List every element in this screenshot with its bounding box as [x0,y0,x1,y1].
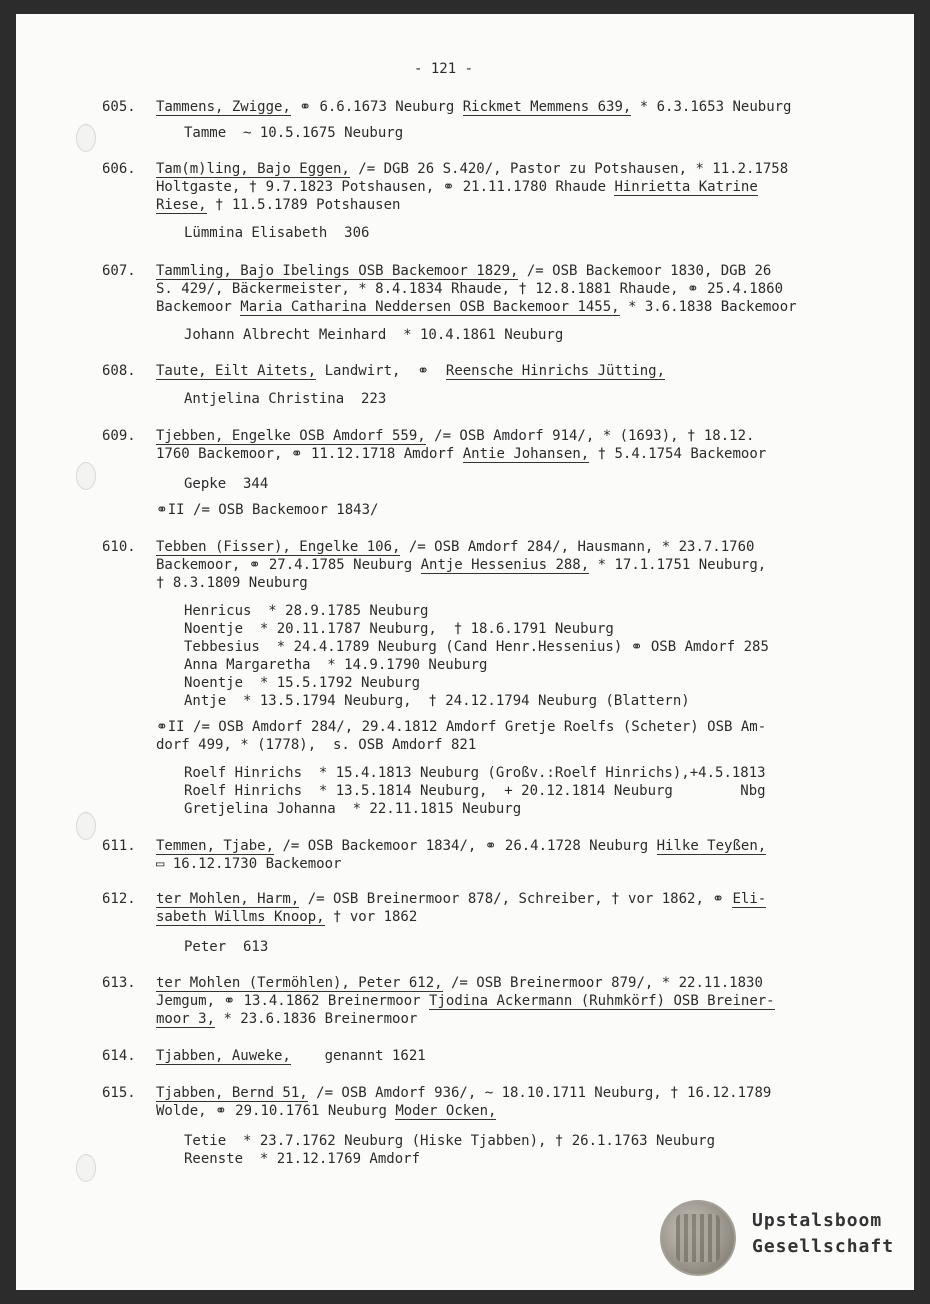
underlined-name: Tjebben, Engelke OSB Amdorf 559, [156,428,426,444]
underlined-name: Tjabben, Auweke, [156,1048,291,1064]
entry-text: /= OSB Breinermoor 878/, Schreiber, † vor 1862, ⚭ [299,891,733,907]
underlined-name: Tam(m)ling, Bajo Eggen, [156,161,350,177]
underlined-name: Tammling, Bajo Ibelings OSB Backemoor 1829, [156,263,519,279]
entry-line [156,1010,417,1028]
entry-line [156,427,754,445]
second-marriage-line: ⚭II /= OSB Amdorf 284/, 29.4.1812 Amdorf Gretje Roelfs (Scheter) OSB Am- [156,719,767,735]
entry-text: Backemoor, ⚭ 27.4.1785 Neuburg [156,557,421,573]
entry-text: /= OSB Backemoor 1834/, ⚭ 26.4.1728 Neuburg [274,838,657,854]
entry-line [156,196,400,214]
entry-text: Backemoor [156,299,241,315]
child-line: Lümmina Elisabeth 306 [184,225,370,241]
child-line: Tetie * 23.7.1762 Neuburg (Hiske Tjabben), † 26.1.1763 Neuburg [184,1133,716,1149]
entry-number: 610. [102,539,136,555]
entry-text: † vor 1862 [324,909,418,925]
entry-text: † 11.5.1789 Potshausen [206,197,401,213]
underlined-name: Rickmet Memmens 639, [462,99,632,115]
child-line: Reenste * 21.12.1769 Amdorf [184,1151,421,1167]
entry-text: Jemgum, ⚭ 13.4.1862 Breinermoor [156,993,430,1009]
entry-line [156,1084,771,1102]
entry-number: 608. [102,363,136,379]
child-line: Antjelina Christina 223 [184,391,387,407]
entry-text: † 8.3.1809 Neuburg [156,575,308,591]
entry-text: * 3.6.1838 Backemoor [619,299,797,315]
child-line: Gepke 344 [184,476,269,492]
underlined-name: Riese, [156,197,207,213]
entry-line [156,1047,426,1065]
punch-hole [76,462,96,490]
entry-number: 612. [102,891,136,907]
entry-number: 613. [102,975,136,991]
underlined-name: Temmen, Tjabe, [156,838,275,854]
entry-number: 609. [102,428,136,444]
underlined-name: Tjabben, Bernd 51, [156,1085,308,1101]
entry-line [156,855,341,873]
underlined-name: ter Mohlen (Termöhlen), Peter 612, [156,975,443,991]
punch-hole [76,1154,96,1182]
entry-number: 606. [102,161,136,177]
second-marriage-line: dorf 499, * (1778), s. OSB Amdorf 821 [156,737,477,753]
entry-line [156,98,791,116]
entry-line [156,538,754,556]
entry-number: 611. [102,838,136,854]
underlined-name: Antje Hessenius 288, [420,557,590,573]
entry-text: /= OSB Breinermoor 879/, * 22.11.1830 [442,975,763,991]
entry-text: /= OSB Amdorf 284/, Hausmann, * 23.7.1760 [400,539,755,555]
entry-text: * 17.1.1751 Neuburg, [589,557,767,573]
underlined-name: moor 3, [156,1011,216,1027]
entry-text: * 6.3.1653 Neuburg [631,99,792,115]
entry-text: /= DGB 26 S.420/, Pastor zu Potshausen, * 11.2.1758 [349,161,789,177]
underlined-name: Maria Catharina Neddersen OSB Backemoor 1455, [240,299,620,315]
child-line: Anna Margaretha * 14.9.1790 Neuburg [184,657,488,673]
entry-line [156,262,771,280]
entry-text: ▭ 16.12.1730 Backemoor [156,856,342,872]
punch-hole [76,124,96,152]
entry-line [156,280,783,298]
underlined-name: Hilke Teyßen, [656,838,767,854]
entry-line [156,992,775,1010]
child-line: Noentje * 15.5.1792 Neuburg [184,675,421,691]
underlined-name: Tjodina Ackermann (Ruhmkörf) OSB Breiner- [429,993,775,1009]
child-line: Peter 613 [184,939,269,955]
logo-line-1: Upstalsboom [752,1210,883,1231]
entry-line [156,362,665,380]
entry-text: ⚭ 6.6.1673 Neuburg [290,99,463,115]
logo-line-2: Gesellschaft [752,1236,895,1257]
entry-line [156,574,308,592]
child-line: Antje * 13.5.1794 Neuburg, † 24.12.1794 Neuburg (Blattern) [184,693,690,709]
entry-text: genannt 1621 [290,1048,426,1064]
document-page [16,14,914,1290]
entry-line [156,1102,496,1120]
underlined-name: Eli- [732,891,767,907]
entry-text: /= OSB Amdorf 936/, ~ 18.10.1711 Neuburg, † 16.12.1789 [307,1085,772,1101]
child-line: Roelf Hinrichs * 15.4.1813 Neuburg (Großv.:Roelf Hinrichs),+4.5.1813 [184,765,766,781]
entry-line [156,556,766,574]
child-line: Tamme ~ 10.5.1675 Neuburg [184,125,404,141]
entry-line [156,837,766,855]
underlined-name: sabeth Willms Knoop, [156,909,325,925]
entry-text: * 23.6.1836 Breinermoor [215,1011,418,1027]
entry-number: 615. [102,1085,136,1101]
entry-text: /= OSB Backemoor 1830, DGB 26 [518,263,772,279]
second-marriage-line: ⚭II /= OSB Backemoor 1843/ [156,502,379,518]
entry-text: Holtgaste, † 9.7.1823 Potshausen, ⚭ 21.11.1780 Rhaude [156,179,615,195]
underlined-name: Tammens, Zwigge, [156,99,291,115]
entry-number: 605. [102,99,136,115]
entry-line [156,974,763,992]
punch-hole [76,812,96,840]
entry-line [156,445,766,463]
entry-text: † 5.4.1754 Backemoor [589,446,767,462]
underlined-name: Antie Johansen, [462,446,590,462]
child-line: Tebbesius * 24.4.1789 Neuburg (Cand Henr.Hessenius) ⚭ OSB Amdorf 285 [184,639,769,655]
entry-text: /= OSB Amdorf 914/, * (1693), † 18.12. [425,428,755,444]
child-line: Noentje * 20.11.1787 Neuburg, † 18.6.1791 Neuburg [184,621,614,637]
child-line: Gretjelina Johanna * 22.11.1815 Neuburg [184,801,522,817]
child-line: Henricus * 28.9.1785 Neuburg [184,603,429,619]
underlined-name: ter Mohlen, Harm, [156,891,300,907]
underlined-name: Tebben (Fisser), Engelke 106, [156,539,401,555]
entry-line [156,908,417,926]
entry-number: 614. [102,1048,136,1064]
page-number: - 121 - [414,61,474,77]
child-line: Roelf Hinrichs * 13.5.1814 Neuburg, + 20.12.1814 Neuburg Nbg [184,783,766,799]
entry-line [156,178,758,196]
entry-line [156,890,766,908]
entry-number: 607. [102,263,136,279]
underlined-name: Taute, Eilt Aitets, [156,363,317,379]
entry-line [156,160,788,178]
underlined-name: Reensche Hinrichs Jütting, [445,363,666,379]
society-logo [660,1200,912,1280]
entry-line [156,298,797,316]
seal-icon [660,1200,736,1276]
entry-text: S. 429/, Bäckermeister, * 8.4.1834 Rhaude, † 12.8.1881 Rhaude, ⚭ 25.4.1860 [156,281,784,297]
child-line: Johann Albrecht Meinhard * 10.4.1861 Neuburg [184,327,564,343]
underlined-name: Hinrietta Katrine [614,179,758,195]
entry-text: Landwirt, ⚭ [316,363,446,379]
underlined-name: Moder Ocken, [395,1103,497,1119]
entry-text: 1760 Backemoor, ⚭ 11.12.1718 Amdorf [156,446,463,462]
entry-text: Wolde, ⚭ 29.10.1761 Neuburg [156,1103,396,1119]
